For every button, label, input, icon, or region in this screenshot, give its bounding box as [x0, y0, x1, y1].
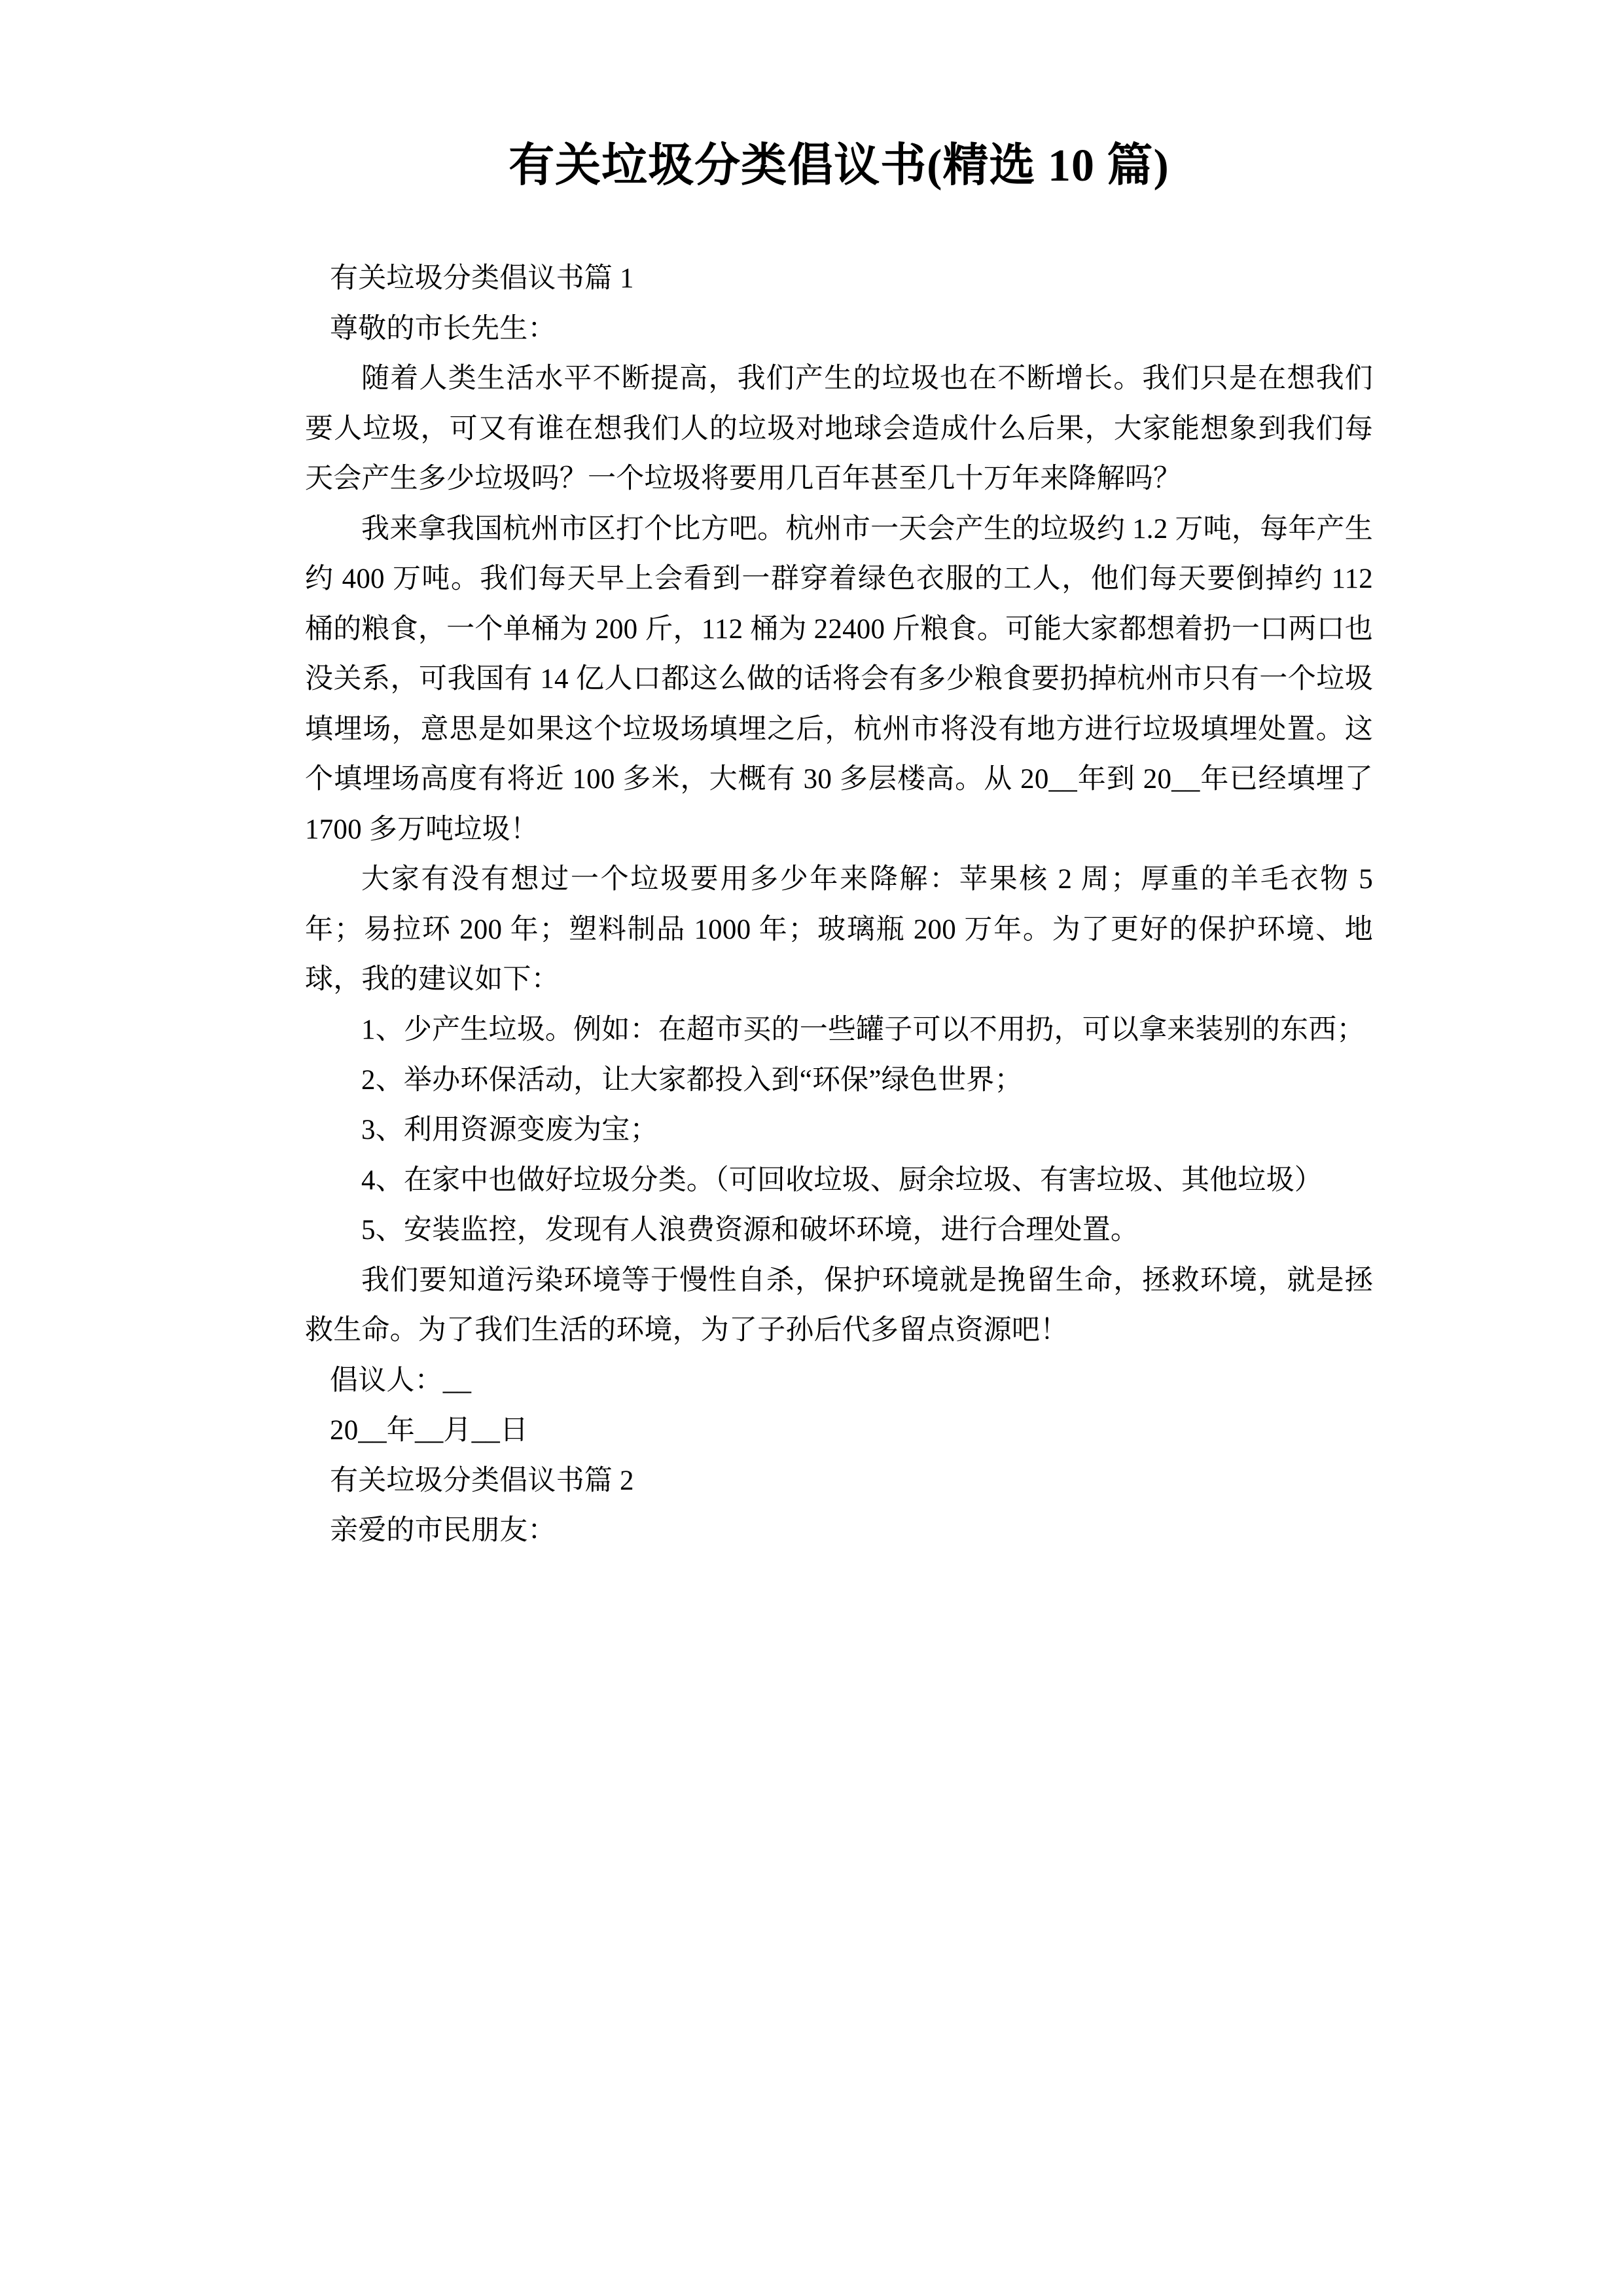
list-item-5: 5、安装监控，发现有人浪费资源和破坏环境，进行合理处置。 [361, 1215, 1139, 1246]
paragraph-1: 随着人类生活水平不断提高，我们产生的垃圾也在不断增长。我们只是在想我们要人垃圾，可又有谁在想我们人的垃圾对地球会造成什么后果，大家能想象到我们每天会产生多少垃圾吗？一个垃圾将要用几百年甚至几十万年来降解吗？ [305, 363, 1373, 495]
salutation-1: 尊敬的市长先生： [330, 313, 556, 344]
list-item-1: 1、少产生垃圾。例如：在超市买的一些罐子可以不用扔，可以拿来装别的东西； [361, 1014, 1365, 1045]
paragraph-3: 大家有没有想过一个垃圾要用多少年来降解：苹果核 2 周；厚重的羊毛衣物 5 年；易拉环 200 年；塑料制品 1000 年；玻璃瓶 200 万年。为了更好的保护环境、地球，我的建议如下： [305, 864, 1373, 996]
signer-line: 倡议人：__ [330, 1365, 472, 1396]
list-item-4: 4、在家中也做好垃圾分类。（可回收垃圾、厨余垃圾、有害垃圾、其他垃圾） [361, 1164, 1323, 1196]
document-content [305, 0, 1373, 1556]
page-title: 有关垃圾分类倡议书(精选 10 篇) [508, 141, 1169, 191]
list-item-3: 3、利用资源变废为宝； [361, 1115, 658, 1146]
section-heading-2: 有关垃圾分类倡议书篇 2 [330, 1465, 634, 1496]
list-item-2: 2、举办环保活动，让大家都投入到“环保”绿色世界； [361, 1064, 1023, 1096]
document-body [305, 254, 1373, 1556]
paragraph-2: 我来拿我国杭州市区打个比方吧。杭州市一天会产生的垃圾约 1.2 万吨，每年产生约 400 万吨。我们每天早上会看到一群穿着绿色衣服的工人，他们每天要倒掉约 112 桶的粮食，一个单桶为 200 斤，112 桶为 22400 斤粮食。可能大家都想着扔一口两口也没关系，可我国有 14 亿人口都这么做的话将会有多少粮食要扔掉杭州市只有一个垃圾填埋场，意思是如果这个垃圾场填埋之后，杭州市将没有地方进行垃圾填埋处置。这个填埋场高度有将近 100 多米，大概有 30 多层楼高。从 20__年到 20__年已经填埋了 1700 多万吨垃圾！ [305, 513, 1373, 845]
date-line: 20__年__月__日 [330, 1415, 529, 1446]
section-heading-1: 有关垃圾分类倡议书篇 1 [330, 263, 634, 294]
salutation-2: 亲爱的市民朋友： [330, 1515, 556, 1547]
paragraph-4: 我们要知道污染环境等于慢性自杀，保护环境就是挽留生命，拯救环境，就是拯救生命。为了我们生活的环境，为了子孙后代多留点资源吧！ [305, 1265, 1373, 1346]
